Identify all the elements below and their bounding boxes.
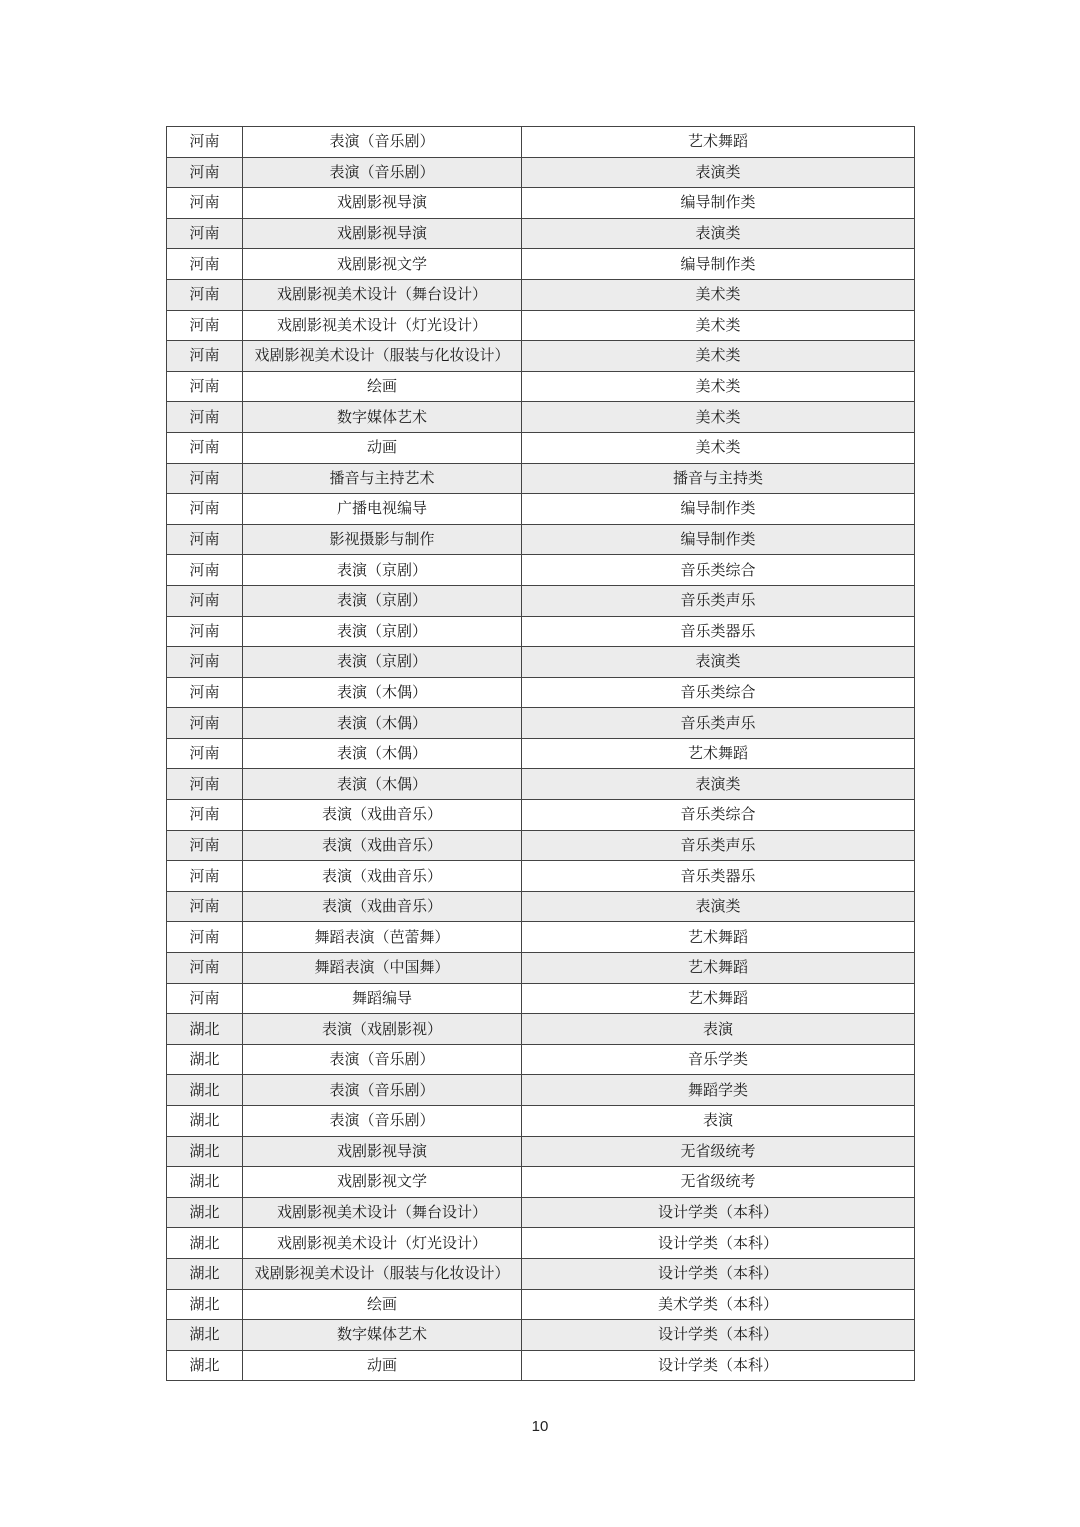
table-row: [167, 1350, 915, 1381]
table-row: [167, 249, 915, 280]
province-cell: 湖北: [167, 1044, 243, 1075]
exam-category-cell: 音乐类器乐: [522, 616, 915, 647]
province-cell: 河南: [167, 891, 243, 922]
table-row: [167, 647, 915, 678]
exam-category-cell: 表演: [522, 1014, 915, 1045]
province-cell: 河南: [167, 432, 243, 463]
province-cell: 河南: [167, 830, 243, 861]
major-cell: 表演（音乐剧）: [243, 1044, 522, 1075]
exam-category-cell: 表演类: [522, 891, 915, 922]
major-cell: 表演（京剧）: [243, 585, 522, 616]
table-row: [167, 1136, 915, 1167]
exam-category-cell: 美术类: [522, 371, 915, 402]
table-row: [167, 279, 915, 310]
province-cell: 河南: [167, 218, 243, 249]
exam-category-cell: 美术类: [522, 341, 915, 372]
province-cell: 河南: [167, 463, 243, 494]
table-row: [167, 708, 915, 739]
table-row: [167, 555, 915, 586]
province-cell: 湖北: [167, 1228, 243, 1259]
major-cell: 表演（京剧）: [243, 555, 522, 586]
major-cell: 戏剧影视文学: [243, 249, 522, 280]
exam-category-cell: 音乐学类: [522, 1044, 915, 1075]
table-row: [167, 891, 915, 922]
province-cell: 河南: [167, 953, 243, 984]
province-cell: 湖北: [167, 1289, 243, 1320]
table-row: [167, 524, 915, 555]
exam-category-cell: 设计学类（本科）: [522, 1228, 915, 1259]
exam-category-cell: 美术类: [522, 310, 915, 341]
province-cell: 河南: [167, 402, 243, 433]
major-cell: 表演（戏曲音乐）: [243, 830, 522, 861]
major-cell: 表演（木偶）: [243, 677, 522, 708]
province-cell: 河南: [167, 647, 243, 678]
province-cell: 湖北: [167, 1320, 243, 1351]
table-row: [167, 1320, 915, 1351]
major-cell: 绘画: [243, 371, 522, 402]
province-cell: 河南: [167, 616, 243, 647]
page-number: 10: [531, 1418, 549, 1435]
province-cell: 河南: [167, 249, 243, 280]
major-cell: 舞蹈表演（中国舞）: [243, 953, 522, 984]
province-cell: 湖北: [167, 1350, 243, 1381]
major-cell: 数字媒体艺术: [243, 402, 522, 433]
table-row: [167, 1167, 915, 1198]
table-row: [167, 1014, 915, 1045]
major-cell: 戏剧影视导演: [243, 218, 522, 249]
province-cell: 河南: [167, 708, 243, 739]
table-row: [167, 1044, 915, 1075]
province-cell: 河南: [167, 188, 243, 219]
table-row: [167, 769, 915, 800]
table-row: [167, 1075, 915, 1106]
exam-category-cell: 艺术舞蹈: [522, 127, 915, 158]
exam-category-cell: 编导制作类: [522, 188, 915, 219]
exam-category-cell: 设计学类（本科）: [522, 1350, 915, 1381]
exam-category-cell: 表演: [522, 1106, 915, 1137]
province-cell: 河南: [167, 585, 243, 616]
major-cell: 数字媒体艺术: [243, 1320, 522, 1351]
exam-category-cell: 设计学类（本科）: [522, 1197, 915, 1228]
exam-category-cell: 音乐类声乐: [522, 585, 915, 616]
province-cell: 河南: [167, 555, 243, 586]
province-cell: 河南: [167, 371, 243, 402]
major-cell: 戏剧影视文学: [243, 1167, 522, 1198]
table-row: [167, 1197, 915, 1228]
table-row: [167, 371, 915, 402]
exam-category-cell: 音乐类综合: [522, 800, 915, 831]
exam-category-cell: 无省级统考: [522, 1167, 915, 1198]
exam-category-cell: 艺术舞蹈: [522, 983, 915, 1014]
table-row: [167, 1106, 915, 1137]
major-cell: 舞蹈表演（芭蕾舞）: [243, 922, 522, 953]
exam-category-cell: 音乐类声乐: [522, 708, 915, 739]
exam-category-cell: 编导制作类: [522, 249, 915, 280]
major-cell: 表演（木偶）: [243, 738, 522, 769]
province-cell: 湖北: [167, 1136, 243, 1167]
table-row: [167, 402, 915, 433]
province-cell: 河南: [167, 494, 243, 525]
province-cell: 河南: [167, 677, 243, 708]
major-cell: 表演（戏剧影视）: [243, 1014, 522, 1045]
province-cell: 湖北: [167, 1258, 243, 1289]
major-cell: 播音与主持艺术: [243, 463, 522, 494]
province-cell: 河南: [167, 157, 243, 188]
exam-category-cell: 美术类: [522, 432, 915, 463]
major-cell: 广播电视编导: [243, 494, 522, 525]
exam-category-cell: 表演类: [522, 218, 915, 249]
exam-category-cell: 音乐类综合: [522, 555, 915, 586]
province-cell: 湖北: [167, 1075, 243, 1106]
province-cell: 河南: [167, 341, 243, 372]
exam-category-cell: 编导制作类: [522, 524, 915, 555]
province-cell: 湖北: [167, 1014, 243, 1045]
province-cell: 河南: [167, 127, 243, 158]
major-cell: 表演（戏曲音乐）: [243, 891, 522, 922]
major-cell: 表演（音乐剧）: [243, 127, 522, 158]
major-cell: 动画: [243, 432, 522, 463]
major-cell: 戏剧影视美术设计（服装与化妆设计）: [243, 341, 522, 372]
table-row: [167, 188, 915, 219]
province-cell: 河南: [167, 310, 243, 341]
table-row: [167, 310, 915, 341]
table-row: [167, 1228, 915, 1259]
major-cell: 戏剧影视美术设计（服装与化妆设计）: [243, 1258, 522, 1289]
table-row: [167, 157, 915, 188]
admissions-table: [166, 126, 915, 1381]
exam-category-cell: 表演类: [522, 769, 915, 800]
major-cell: 戏剧影视美术设计（舞台设计）: [243, 1197, 522, 1228]
table-row: [167, 983, 915, 1014]
exam-category-cell: 美术类: [522, 402, 915, 433]
exam-category-cell: 编导制作类: [522, 494, 915, 525]
major-cell: 绘画: [243, 1289, 522, 1320]
province-cell: 河南: [167, 922, 243, 953]
province-cell: 湖北: [167, 1197, 243, 1228]
table-row: [167, 616, 915, 647]
table-row: [167, 432, 915, 463]
province-cell: 湖北: [167, 1106, 243, 1137]
exam-category-cell: 表演类: [522, 647, 915, 678]
table-row: [167, 341, 915, 372]
major-cell: 影视摄影与制作: [243, 524, 522, 555]
province-cell: 河南: [167, 800, 243, 831]
exam-category-cell: 音乐类综合: [522, 677, 915, 708]
province-cell: 河南: [167, 983, 243, 1014]
table-row: [167, 494, 915, 525]
major-cell: 戏剧影视美术设计（舞台设计）: [243, 279, 522, 310]
major-cell: 表演（京剧）: [243, 647, 522, 678]
table-row: [167, 1258, 915, 1289]
table-row: [167, 800, 915, 831]
table-row: [167, 677, 915, 708]
table-row: [167, 127, 915, 158]
exam-category-cell: 美术类: [522, 279, 915, 310]
major-cell: 动画: [243, 1350, 522, 1381]
exam-category-cell: 舞蹈学类: [522, 1075, 915, 1106]
table-row: [167, 830, 915, 861]
exam-category-cell: 音乐类器乐: [522, 861, 915, 892]
exam-category-cell: 艺术舞蹈: [522, 953, 915, 984]
table-row: [167, 1289, 915, 1320]
province-cell: 河南: [167, 738, 243, 769]
exam-category-cell: 播音与主持类: [522, 463, 915, 494]
major-cell: 戏剧影视导演: [243, 1136, 522, 1167]
major-cell: 表演（戏曲音乐）: [243, 861, 522, 892]
exam-category-cell: 艺术舞蹈: [522, 922, 915, 953]
table-row: [167, 953, 915, 984]
table-row: [167, 922, 915, 953]
major-cell: 表演（音乐剧）: [243, 1075, 522, 1106]
major-cell: 戏剧影视导演: [243, 188, 522, 219]
province-cell: 河南: [167, 769, 243, 800]
major-cell: 表演（音乐剧）: [243, 1106, 522, 1137]
table-row: [167, 463, 915, 494]
table-body: [167, 127, 915, 1381]
major-cell: 舞蹈编导: [243, 983, 522, 1014]
table-row: [167, 861, 915, 892]
exam-category-cell: 设计学类（本科）: [522, 1258, 915, 1289]
major-cell: 表演（木偶）: [243, 708, 522, 739]
exam-category-cell: 无省级统考: [522, 1136, 915, 1167]
exam-category-cell: 表演类: [522, 157, 915, 188]
table-row: [167, 738, 915, 769]
exam-category-cell: 艺术舞蹈: [522, 738, 915, 769]
major-cell: 戏剧影视美术设计（灯光设计）: [243, 310, 522, 341]
province-cell: 河南: [167, 279, 243, 310]
exam-category-cell: 音乐类声乐: [522, 830, 915, 861]
major-cell: 戏剧影视美术设计（灯光设计）: [243, 1228, 522, 1259]
major-cell: 表演（木偶）: [243, 769, 522, 800]
major-cell: 表演（音乐剧）: [243, 157, 522, 188]
exam-category-cell: 设计学类（本科）: [522, 1320, 915, 1351]
table-row: [167, 585, 915, 616]
province-cell: 湖北: [167, 1167, 243, 1198]
major-cell: 表演（戏曲音乐）: [243, 800, 522, 831]
exam-category-cell: 美术学类（本科）: [522, 1289, 915, 1320]
major-cell: 表演（京剧）: [243, 616, 522, 647]
table-row: [167, 218, 915, 249]
province-cell: 河南: [167, 861, 243, 892]
province-cell: 河南: [167, 524, 243, 555]
